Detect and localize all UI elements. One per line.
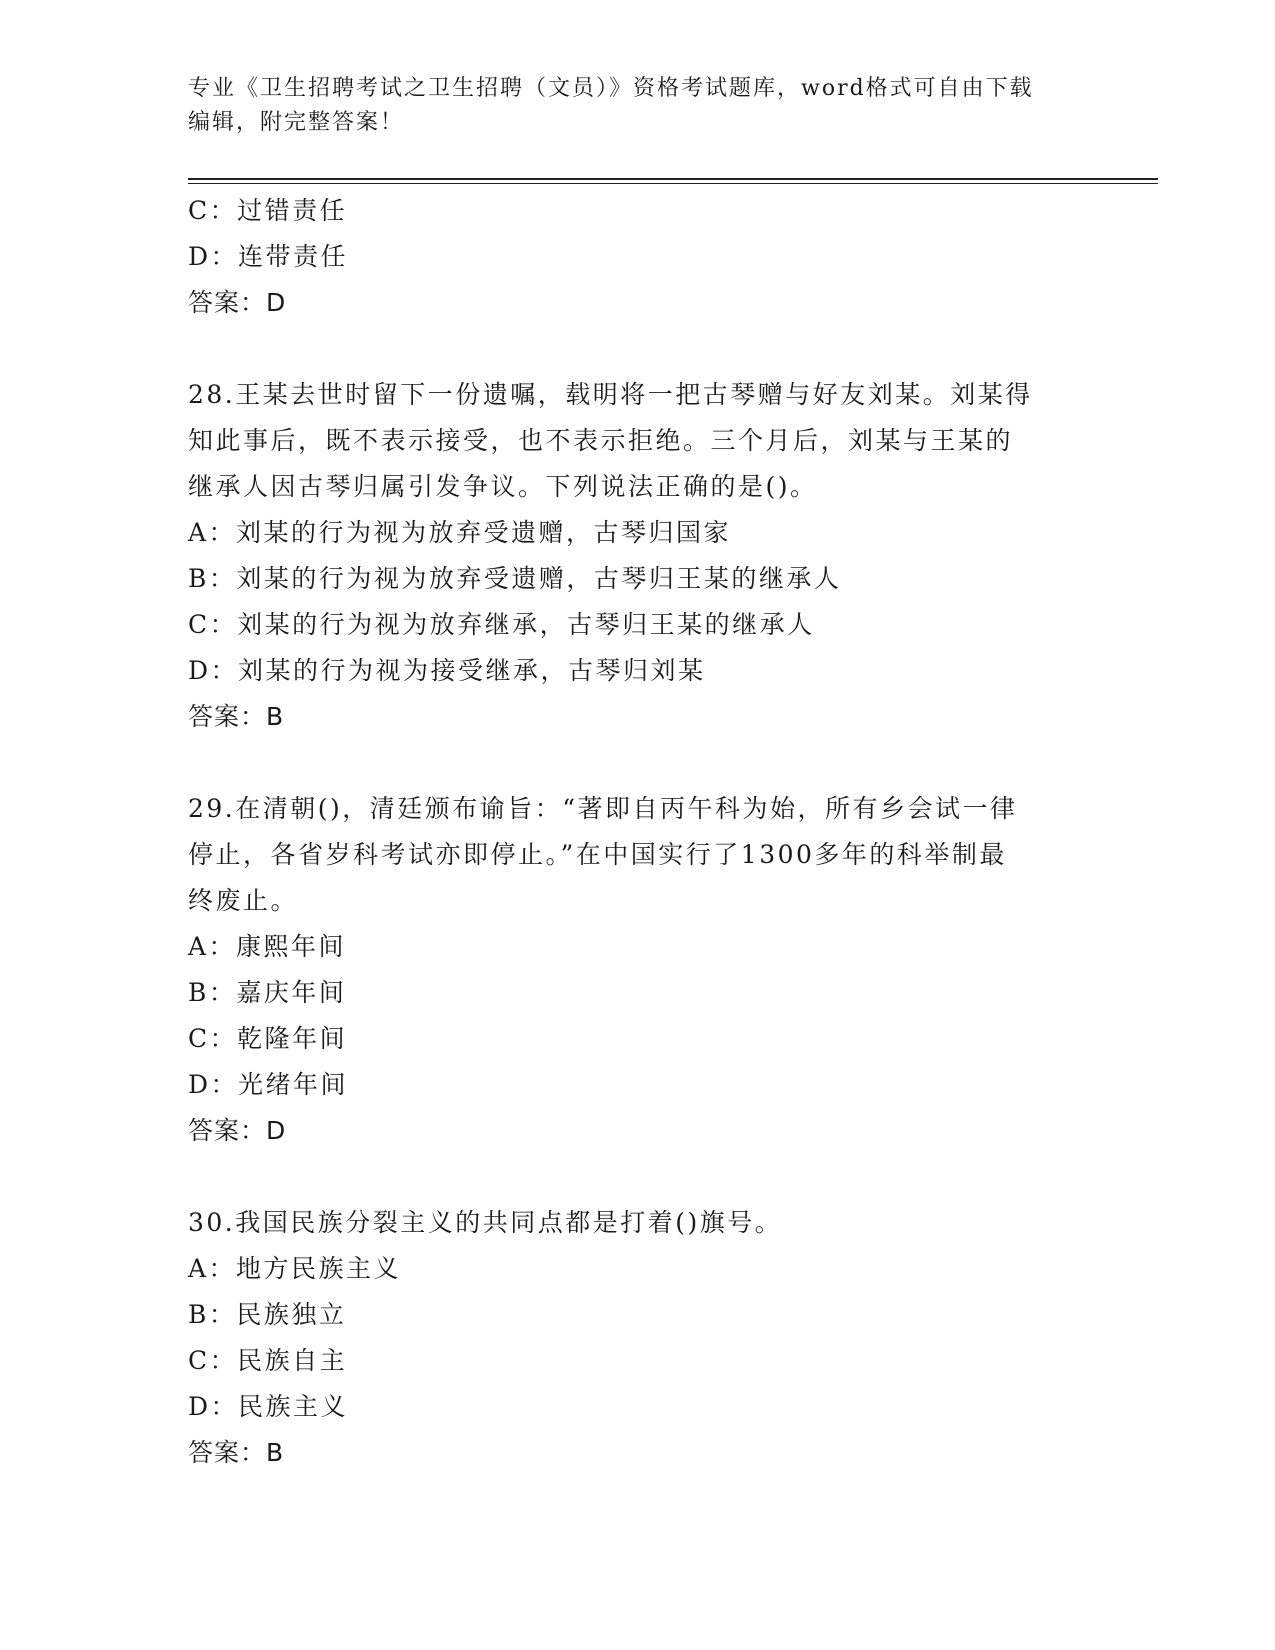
option-d: D：刘某的行为视为接受继承，古琴归刘某	[188, 656, 706, 685]
question-text-line: 知此事后，既不表示接受，也不表示拒绝。三个月后，刘某与王某的	[188, 426, 1014, 455]
option-a: A：刘某的行为视为放弃受遗赠，古琴归国家	[188, 518, 732, 547]
question-29	[188, 786, 1088, 1154]
question-text-line: 终废止。	[188, 886, 299, 915]
header-divider	[188, 178, 1158, 184]
option-b: B：民族独立	[188, 1300, 347, 1329]
header-line-2: 编辑，附完整答案！	[188, 110, 405, 135]
header-line-1: 专业《卫生招聘考试之卫生招聘（文员）》资格考试题库，word格式可自由下载	[188, 76, 1034, 101]
question-30	[188, 1200, 1088, 1476]
option-d: D：连带责任	[188, 242, 349, 271]
question-27-tail	[188, 188, 1088, 326]
option-c: C：过错责任	[188, 196, 348, 225]
option-c: C：民族自主	[188, 1346, 348, 1375]
answer-line: 答案：D	[188, 1116, 287, 1145]
question-text-line: 30.我国民族分裂主义的共同点都是打着()旗号。	[188, 1208, 783, 1237]
option-d: D：民族主义	[188, 1392, 349, 1421]
answer-line: 答案：B	[188, 1438, 285, 1467]
option-a: A：地方民族主义	[188, 1254, 402, 1283]
spacer	[188, 740, 1088, 786]
option-d: D：光绪年间	[188, 1070, 349, 1099]
answer-line: 答案：D	[188, 288, 287, 317]
option-b: B：嘉庆年间	[188, 978, 347, 1007]
question-text-line: 停止，各省岁科考试亦即停止。”在中国实行了1300多年的科举制最	[188, 840, 1007, 869]
option-b: B：刘某的行为视为放弃受遗赠，古琴归王某的继承人	[188, 564, 842, 593]
spacer	[188, 326, 1088, 372]
option-c: C：刘某的行为视为放弃继承，古琴归王某的继承人	[188, 610, 815, 639]
spacer	[188, 1154, 1088, 1200]
question-28	[188, 372, 1088, 740]
option-c: C：乾隆年间	[188, 1024, 348, 1053]
document-header	[188, 72, 1088, 140]
option-a: A：康熙年间	[188, 932, 347, 961]
question-text-line: 29.在清朝()，清廷颁布谕旨：“著即自丙午科为始，所有乡会试一律	[188, 794, 1018, 823]
answer-line: 答案：B	[188, 702, 285, 731]
question-text-line: 28.王某去世时留下一份遗嘱，载明将一把古琴赠与好友刘某。刘某得	[188, 380, 1033, 409]
question-text-line: 继承人因古琴归属引发争议。下列说法正确的是()。	[188, 472, 818, 501]
question-list	[188, 188, 1088, 1476]
